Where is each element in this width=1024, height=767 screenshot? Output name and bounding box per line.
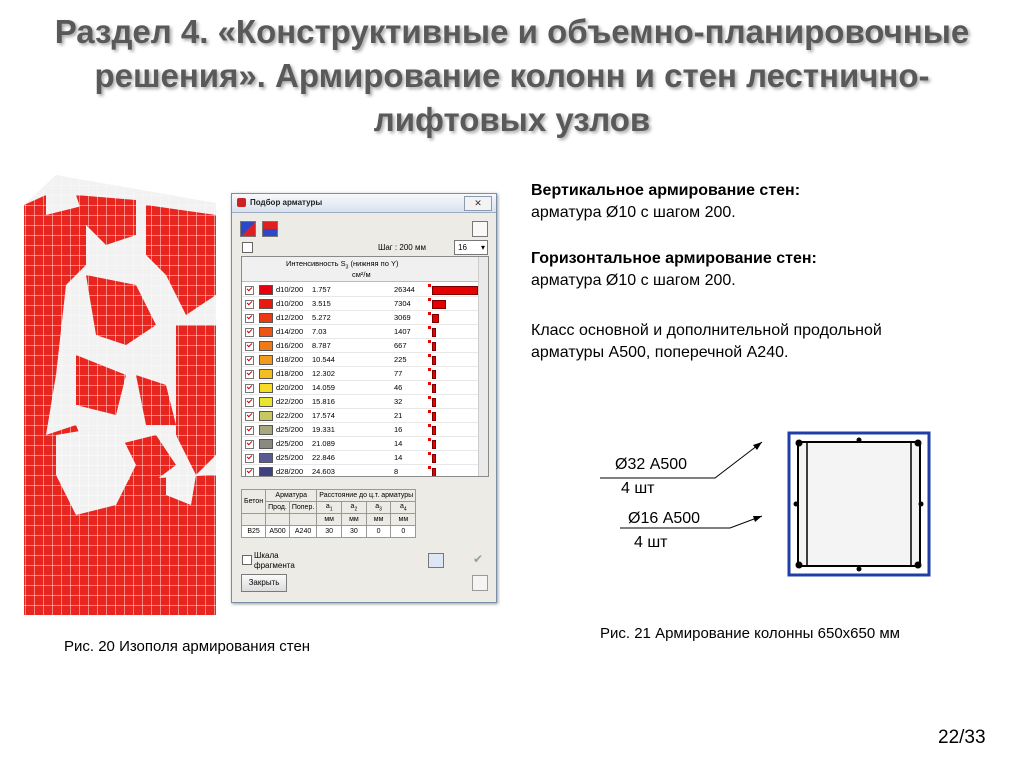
settings-icon[interactable] — [472, 221, 488, 237]
row-marker — [428, 382, 431, 385]
rebar-count-16: 4 шт — [634, 534, 668, 551]
app-icon — [237, 198, 246, 207]
color-swatch — [259, 355, 273, 365]
rebar-16-3 — [794, 502, 799, 507]
mode-button-1[interactable] — [240, 221, 256, 237]
color-swatch — [259, 383, 273, 393]
color-swatch — [259, 397, 273, 407]
stirrup — [798, 442, 920, 566]
rebar-16-2 — [857, 567, 862, 572]
class-line-2: арматуры А500, поперечной А240. — [531, 344, 789, 361]
row-marker — [428, 298, 431, 301]
row-marker — [428, 354, 431, 357]
row-count: 14 — [394, 439, 403, 448]
page-number: 22/33 — [938, 727, 986, 748]
scale-label-2: фрагмента — [254, 561, 295, 570]
list-scrollbar[interactable] — [478, 257, 489, 476]
mode-button-2[interactable] — [262, 221, 278, 237]
val-a2[interactable]: 30 — [342, 526, 367, 538]
row-bar — [432, 314, 439, 323]
row-name: d25/200 — [276, 439, 304, 448]
col-armatura: Арматура — [266, 490, 317, 502]
unit-a4: мм — [391, 514, 416, 526]
help-icon[interactable] — [472, 575, 488, 591]
row-count: 3069 — [394, 313, 411, 322]
rebar-label-32: Ø32 А500 — [615, 456, 688, 473]
apply-check-icon[interactable]: ✔ — [472, 552, 484, 566]
color-swatch — [259, 453, 273, 463]
row-name: d10/200 — [276, 299, 304, 308]
color-swatch — [259, 313, 273, 323]
row-value: 17.574 — [312, 411, 335, 420]
row-marker — [428, 312, 431, 315]
row-checkbox[interactable] — [245, 426, 254, 435]
row-count: 225 — [394, 355, 407, 364]
color-swatch — [259, 369, 273, 379]
row-marker — [428, 396, 431, 399]
row-count: 21 — [394, 411, 403, 420]
row-name: d22/200 — [276, 411, 304, 420]
row-value: 24.603 — [312, 467, 335, 476]
row-checkbox[interactable] — [245, 356, 254, 365]
rebar-16-1 — [857, 438, 862, 443]
row-count: 1407 — [394, 327, 411, 336]
list-item[interactable] — [242, 437, 478, 451]
col-beton: Бетон — [242, 490, 266, 514]
row-name: d22/200 — [276, 397, 304, 406]
row-value: 15.816 — [312, 397, 335, 406]
row-bar — [432, 398, 436, 407]
rebar-32-3 — [796, 562, 803, 569]
refresh-icon[interactable] — [428, 553, 444, 568]
row-value: 1.757 — [312, 285, 331, 294]
class-line-1: Класс основной и дополнительной продольной — [531, 322, 882, 339]
row-checkbox[interactable] — [245, 454, 254, 463]
row-name: d16/200 — [276, 341, 304, 350]
val-a1[interactable]: 30 — [317, 526, 342, 538]
row-checkbox[interactable] — [245, 384, 254, 393]
val-poper[interactable]: A240 — [289, 526, 316, 538]
slide-title: Раздел 4. «Конструктивные и объемно-планировочные решения». Армирование колонн и стен лестнично-лифтовых узлов — [54, 13, 970, 138]
color-swatch — [259, 439, 273, 449]
figure-21-caption: Рис. 21 Армирование колонны 650х650 мм — [600, 625, 900, 642]
close-icon[interactable]: ✕ — [464, 196, 492, 211]
row-bar — [432, 384, 436, 393]
row-value: 14.059 — [312, 383, 335, 392]
list-item[interactable] — [242, 283, 478, 297]
col-dist: Расстояние до ц.т. арматуры — [317, 490, 416, 502]
row-value: 21.089 — [312, 439, 335, 448]
val-a4[interactable]: 0 — [391, 526, 416, 538]
list-item[interactable] — [242, 409, 478, 423]
all-checkbox[interactable] — [242, 242, 253, 253]
list-header-title: Интенсивность $S_3$ (нижняя по Y) — [286, 259, 399, 271]
row-checkbox[interactable] — [245, 286, 254, 295]
row-checkbox[interactable] — [245, 300, 254, 309]
list-item[interactable] — [242, 339, 478, 353]
row-value: 22.846 — [312, 453, 335, 462]
row-name: d12/200 — [276, 313, 304, 322]
row-name: d25/200 — [276, 453, 304, 462]
unit-a2: мм — [342, 514, 367, 526]
row-count: 7304 — [394, 299, 411, 308]
sub-a4: $a_4$ — [391, 502, 416, 514]
row-count: 14 — [394, 453, 403, 462]
row-name: d18/200 — [276, 355, 304, 364]
row-count: 8 — [394, 467, 399, 476]
list-item[interactable] — [242, 367, 478, 381]
row-bar — [432, 356, 436, 365]
val-a3[interactable]: 0 — [366, 526, 391, 538]
row-bar — [432, 342, 436, 351]
row-marker — [428, 438, 431, 441]
figure-20-caption: Рис. 20 Изополя армирования стен — [64, 638, 311, 655]
horizontal-heading: Горизонтальное армирование стен: — [531, 250, 817, 267]
list-item[interactable] — [242, 381, 478, 395]
row-bar — [432, 412, 436, 421]
row-checkbox[interactable] — [245, 328, 254, 337]
intensity-list — [241, 256, 489, 477]
row-checkbox[interactable] — [245, 412, 254, 421]
step-select[interactable] — [454, 240, 488, 255]
row-name: d20/200 — [276, 383, 304, 392]
rebar-count-32: 4 шт — [621, 480, 655, 497]
list-header-unit: см²/м — [352, 270, 371, 279]
row-checkbox[interactable] — [245, 440, 254, 449]
row-bar — [432, 286, 478, 295]
list-header — [242, 257, 488, 282]
row-count: 667 — [394, 341, 407, 350]
val-beton[interactable]: B25 — [242, 526, 266, 538]
list-item[interactable] — [242, 297, 478, 311]
list-item[interactable] — [242, 311, 478, 325]
sub-a1: $a_1$ — [317, 502, 342, 514]
row-marker — [428, 410, 431, 413]
row-value: 7.03 — [312, 327, 327, 336]
rebar-selection-dialog — [231, 193, 497, 603]
color-swatch — [259, 411, 273, 421]
color-swatch — [259, 341, 273, 351]
list-item[interactable] — [242, 325, 478, 339]
list-item[interactable] — [242, 465, 478, 477]
row-name: d10/200 — [276, 285, 304, 294]
row-marker — [428, 284, 431, 287]
rebar-32-4 — [915, 562, 922, 569]
unit-a1: мм — [317, 514, 342, 526]
row-value: 8.787 — [312, 341, 331, 350]
row-count: 46 — [394, 383, 403, 392]
row-value: 5.272 — [312, 313, 331, 322]
row-name: d25/200 — [276, 425, 304, 434]
vertical-heading: Вертикальное армирование стен: — [531, 182, 801, 199]
val-prod[interactable]: A500 — [266, 526, 290, 538]
dialog-titlebar — [232, 194, 496, 213]
row-checkbox[interactable] — [245, 398, 254, 407]
row-value: 3.515 — [312, 299, 331, 308]
list-item[interactable] — [242, 451, 478, 465]
list-item[interactable] — [242, 423, 478, 437]
rebar-label-16: Ø16 А500 — [628, 510, 701, 527]
row-count: 77 — [394, 369, 403, 378]
scale-checkbox[interactable] — [242, 555, 252, 565]
row-value: 19.331 — [312, 425, 335, 434]
row-marker — [428, 326, 431, 329]
row-name: d28/200 — [276, 467, 304, 476]
color-swatch — [259, 425, 273, 435]
row-bar — [432, 468, 436, 477]
vertical-body: арматура Ø10 с шагом 200. — [531, 204, 736, 221]
close-button[interactable]: Закрыть — [241, 574, 287, 592]
horizontal-body: арматура Ø10 с шагом 200. — [531, 272, 736, 289]
row-checkbox[interactable] — [245, 468, 254, 477]
rebar-16-4 — [919, 502, 924, 507]
row-marker — [428, 466, 431, 469]
row-marker — [428, 452, 431, 455]
list-item[interactable] — [242, 395, 478, 409]
row-value: 12.302 — [312, 369, 335, 378]
isofield-wall-model — [16, 175, 220, 615]
row-count: 32 — [394, 397, 403, 406]
params-table — [241, 489, 416, 538]
row-checkbox[interactable] — [245, 370, 254, 379]
row-value: 10.544 — [312, 355, 335, 364]
row-marker — [428, 340, 431, 343]
color-swatch — [259, 285, 273, 295]
row-name: d18/200 — [276, 369, 304, 378]
row-bar — [432, 370, 436, 379]
row-checkbox[interactable] — [245, 314, 254, 323]
row-bar — [432, 454, 436, 463]
color-swatch — [259, 299, 273, 309]
dialog-title: Подбор арматуры — [250, 198, 323, 207]
row-count: 16 — [394, 425, 403, 434]
color-swatch — [259, 467, 273, 477]
row-name: d14/200 — [276, 327, 304, 336]
rebar-32-1 — [796, 440, 803, 447]
color-swatch — [259, 327, 273, 337]
step-label: Шаг : 200 мм — [378, 243, 426, 252]
sub-poper: Попер. — [289, 502, 316, 514]
row-marker — [428, 424, 431, 427]
chevron-down-icon: ▾ — [480, 243, 485, 252]
column-section-drawing — [600, 428, 940, 588]
rebar-32-2 — [915, 440, 922, 447]
row-bar — [432, 440, 436, 449]
row-count: 26344 — [394, 285, 415, 294]
row-bar — [432, 426, 436, 435]
step-select-value: 16 — [458, 243, 467, 252]
list-item[interactable] — [242, 353, 478, 367]
row-bar — [432, 300, 446, 309]
row-checkbox[interactable] — [245, 342, 254, 351]
sub-a3: $a_3$ — [366, 502, 391, 514]
unit-a3: мм — [366, 514, 391, 526]
scale-label-1: Шкала — [254, 551, 279, 560]
row-marker — [428, 368, 431, 371]
sub-prod: Прод. — [266, 502, 290, 514]
sub-a2: $a_2$ — [342, 502, 367, 514]
row-bar — [432, 328, 436, 337]
